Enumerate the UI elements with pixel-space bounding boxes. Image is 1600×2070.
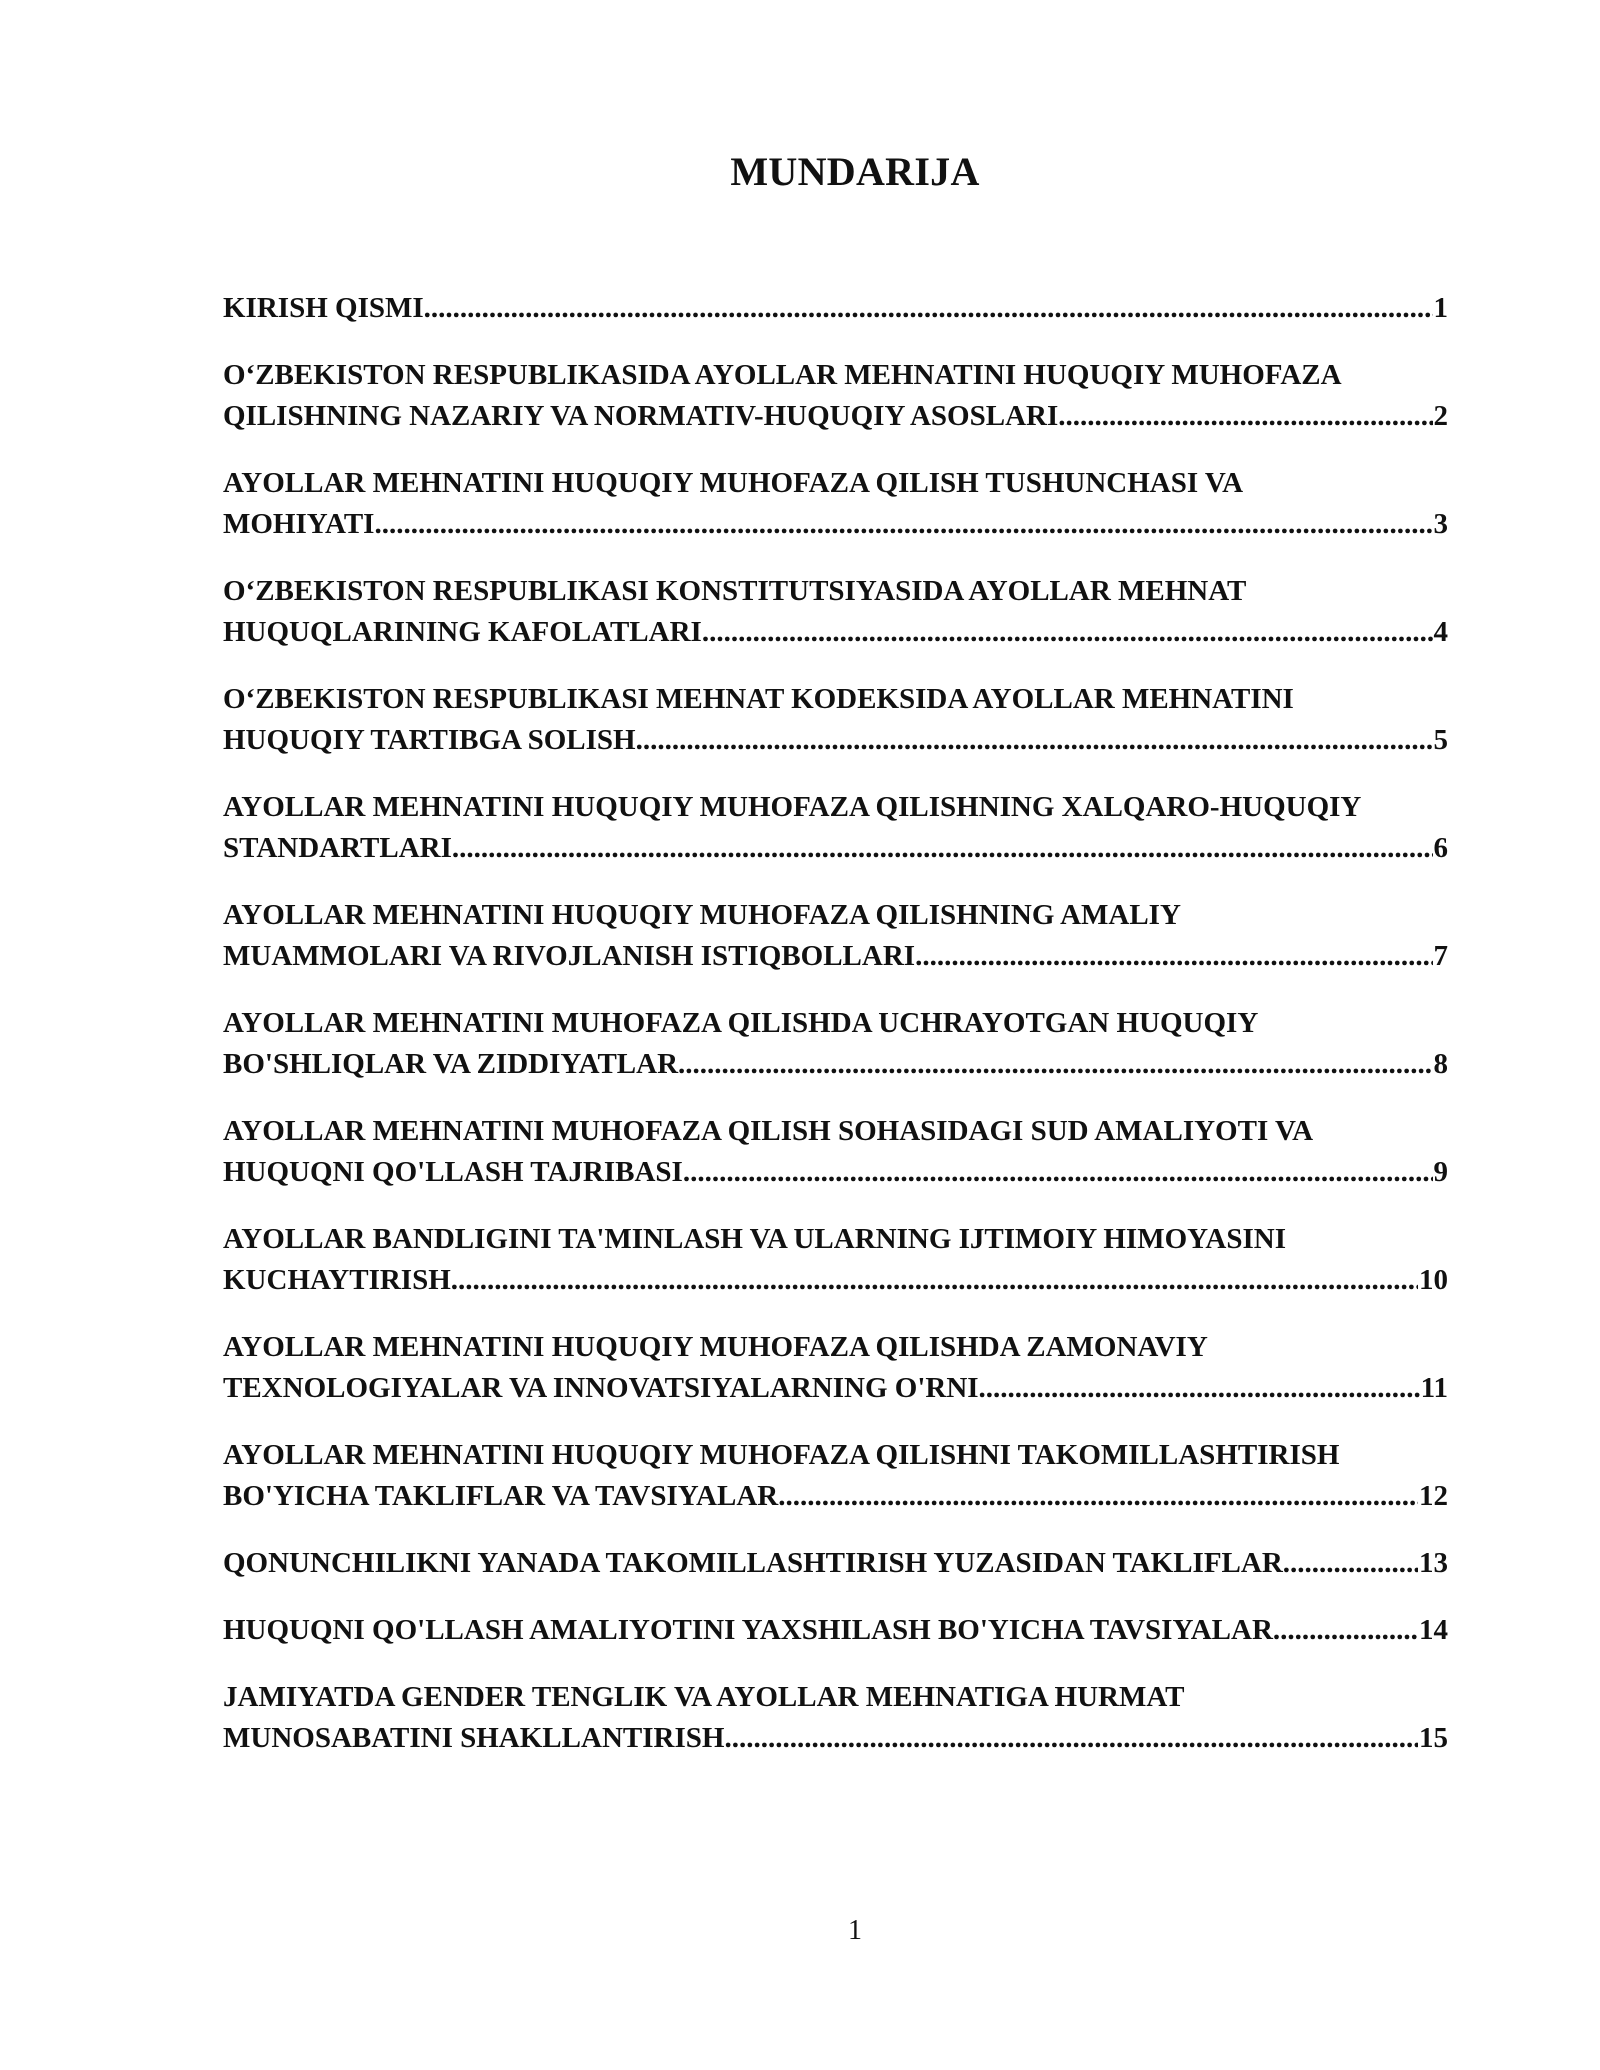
toc-page-number: 1: [1433, 292, 1448, 324]
page-title: MUNDARIJA: [730, 149, 980, 194]
toc-page-number: 15: [1419, 1722, 1448, 1754]
toc-entry[interactable]: [223, 1610, 1448, 1651]
toc-page-number: 4: [1433, 616, 1448, 648]
toc-page-number: 8: [1433, 1048, 1448, 1080]
toc-entry-title-text: MUNOSABATINI SHAKLLANTIRISH: [223, 1722, 725, 1754]
toc-entry-title-line: AYOLLAR MEHNATINI HUQUQIY MUHOFAZA QILISHNING AMALIY: [223, 899, 1181, 931]
toc-entry-title-text: KIRISH QISMI: [223, 292, 424, 324]
toc-entry-title-line: O‘ZBEKISTON RESPUBLIKASI KONSTITUTSIYASIDA AYOLLAR MEHNAT: [223, 575, 1247, 607]
dot-leader: [1058, 396, 1432, 437]
toc-entry-last-line: [223, 1044, 1448, 1085]
toc-entry-title-text: BO'SHLIQLAR VA ZIDDIYATLAR: [223, 1048, 679, 1080]
toc-page-number: 13: [1419, 1547, 1448, 1579]
toc-entry[interactable]: [223, 1327, 1448, 1409]
toc-entry-title-text: BO'YICHA TAKLIFLAR VA TAVSIYALAR: [223, 1480, 779, 1512]
dot-leader: [374, 504, 1432, 545]
toc-entry-title-line: AYOLLAR BANDLIGINI TA'MINLASH VA ULARNING IJTIMOIY HIMOYASINI: [223, 1223, 1287, 1255]
toc-entry[interactable]: [223, 355, 1448, 437]
toc-entry-last-line: [223, 828, 1448, 869]
dot-leader: [636, 720, 1433, 761]
toc-entry-title-line: AYOLLAR MEHNATINI HUQUQIY MUHOFAZA QILISHNI TAKOMILLASHTIRISH: [223, 1439, 1340, 1471]
toc-entry-title-line: AYOLLAR MEHNATINI MUHOFAZA QILISHDA UCHRAYOTGAN HUQUQIY: [223, 1007, 1259, 1039]
toc-page-number: 11: [1420, 1372, 1448, 1404]
toc-entry-title-text: HUQUQIY TARTIBGA SOLISH: [223, 724, 636, 756]
dot-leader: [451, 1260, 1418, 1301]
toc-entry-title-text: HUQUQNI QO'LLASH AMALIYOTINI YAXSHILASH BO'YICHA TAVSIYALAR: [223, 1614, 1273, 1646]
toc-entry-last-line: [223, 1718, 1448, 1759]
toc-entry-last-line: [223, 1610, 1448, 1651]
dot-leader: [979, 1368, 1420, 1409]
dot-leader: [678, 1044, 1432, 1085]
toc-entry-last-line: [223, 396, 1448, 437]
toc-entry-last-line: [223, 612, 1448, 653]
dot-leader: [452, 828, 1433, 869]
toc-entry-title-text: MOHIYATI: [223, 508, 375, 540]
toc-entry-last-line: [223, 1368, 1448, 1409]
toc-entry[interactable]: [223, 1435, 1448, 1517]
toc-entry-title-line: AYOLLAR MEHNATINI MUHOFAZA QILISH SOHASIDAGI SUD AMALIYOTI VA: [223, 1115, 1314, 1147]
dot-leader: [683, 1152, 1433, 1193]
toc-entry[interactable]: [223, 1219, 1448, 1301]
toc-entry[interactable]: [223, 1677, 1448, 1759]
toc-entry-last-line: [223, 1476, 1448, 1517]
toc-entry-last-line: [223, 1543, 1448, 1584]
toc-entry-title-line: O‘ZBEKISTON RESPUBLIKASI MEHNAT KODEKSIDA AYOLLAR MEHNATINI: [223, 683, 1294, 715]
toc-entry[interactable]: [223, 1543, 1448, 1584]
dot-leader: [778, 1476, 1418, 1517]
toc-entry-title-text: QONUNCHILIKNI YANADA TAKOMILLASHTIRISH YUZASIDAN TAKLIFLAR: [223, 1547, 1283, 1579]
toc-entry[interactable]: [223, 288, 1448, 329]
toc-entry-title-line: AYOLLAR MEHNATINI HUQUQIY MUHOFAZA QILISH TUSHUNCHASI VA: [223, 467, 1244, 499]
dot-leader: [1283, 1543, 1418, 1584]
toc-page-number: 10: [1419, 1264, 1448, 1296]
toc-page-number: 9: [1433, 1156, 1448, 1188]
toc-page-number: 5: [1433, 724, 1448, 756]
toc-entry-title-text: HUQUQNI QO'LLASH TAJRIBASI: [223, 1156, 683, 1188]
toc-entry[interactable]: [223, 895, 1448, 977]
toc-entry-title-line: JAMIYATDA GENDER TENGLIK VA AYOLLAR MEHNATIGA HURMAT: [223, 1681, 1185, 1713]
page-number: 1: [848, 1915, 862, 1946]
dot-leader: [702, 612, 1433, 653]
toc-page-number: 12: [1419, 1480, 1448, 1512]
toc-entry-title-text: KUCHAYTIRISH: [223, 1264, 451, 1296]
toc-page-number: 14: [1419, 1614, 1448, 1646]
toc-page-number: 7: [1433, 940, 1448, 972]
toc-entry[interactable]: [223, 1111, 1448, 1193]
toc-page-number: 6: [1433, 832, 1448, 864]
toc-entry-last-line: [223, 288, 1448, 329]
toc-entry-title-text: MUAMMOLARI VA RIVOJLANISH ISTIQBOLLARI: [223, 940, 916, 972]
dot-leader: [424, 288, 1433, 329]
toc-entry-last-line: [223, 504, 1448, 545]
toc-entry[interactable]: [223, 463, 1448, 545]
toc-entry-last-line: [223, 1260, 1448, 1301]
toc-entry-title-line: AYOLLAR MEHNATINI HUQUQIY MUHOFAZA QILISHDA ZAMONAVIY: [223, 1331, 1208, 1363]
table-of-contents: [223, 288, 1448, 1785]
toc-entry-title-line: AYOLLAR MEHNATINI HUQUQIY MUHOFAZA QILISHNING XALQARO-HUQUQIY: [223, 791, 1362, 823]
toc-entry[interactable]: [223, 1003, 1448, 1085]
toc-entry-last-line: [223, 1152, 1448, 1193]
toc-entry-title-text: QILISHNING NAZARIY VA NORMATIV-HUQUQIY ASOSLARI: [223, 400, 1059, 432]
toc-entry[interactable]: [223, 787, 1448, 869]
toc-entry-last-line: [223, 720, 1448, 761]
dot-leader: [724, 1718, 1418, 1759]
toc-entry-title-line: O‘ZBEKISTON RESPUBLIKASIDA AYOLLAR MEHNATINI HUQUQIY MUHOFAZA: [223, 359, 1342, 391]
toc-entry-title-text: TEXNOLOGIYALAR VA INNOVATSIYALARNING O'RNI: [223, 1372, 979, 1404]
toc-page-number: 2: [1433, 400, 1448, 432]
toc-entry-title-text: HUQUQLARINING KAFOLATLARI: [223, 616, 702, 648]
toc-page-number: 3: [1433, 508, 1448, 540]
toc-entry[interactable]: [223, 679, 1448, 761]
toc-entry-last-line: [223, 936, 1448, 977]
toc-entry-title-text: STANDARTLARI: [223, 832, 452, 864]
toc-entry[interactable]: [223, 571, 1448, 653]
dot-leader: [915, 936, 1432, 977]
dot-leader: [1273, 1610, 1418, 1651]
